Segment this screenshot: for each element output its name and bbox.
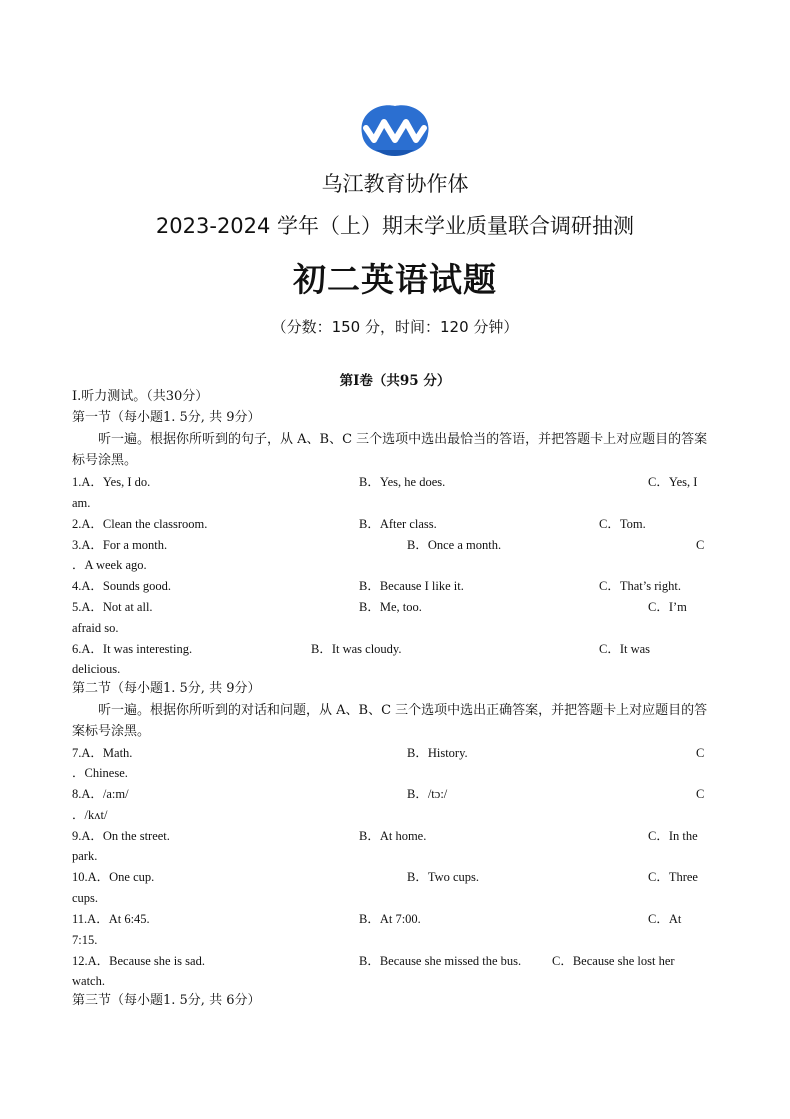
- q10-option-c-wrap: cups.: [72, 891, 99, 905]
- q8-option-b: B．/tɔ:/: [407, 787, 448, 801]
- q12-option-c: C．Because she lost her: [552, 954, 675, 968]
- q9-option-b: B．At home.: [359, 829, 427, 843]
- q8-option-c-wrap: ．/kʌt/: [72, 808, 108, 822]
- q1-option-b: B．Yes, he does.: [359, 475, 446, 489]
- q3-option-c-wrap: ．A week ago.: [72, 558, 147, 572]
- q11-option-a: 11.A．At 6:45.: [72, 912, 150, 926]
- part1-title: Ⅰ.听力测试。（共30分）: [72, 389, 209, 404]
- q10-option-c: C．Three: [648, 870, 698, 884]
- q6-option-a: 6.A．It was interesting.: [72, 642, 193, 656]
- q11-option-b: B．At 7:00.: [359, 912, 421, 926]
- section2-title: 第二节（每小题1. 5分, 共 9分）: [72, 681, 261, 696]
- section1-title: 第一节（每小题1. 5分, 共 9分）: [72, 410, 261, 425]
- q3-option-b: B．Once a month.: [407, 538, 502, 552]
- q12-option-a: 12.A．Because she is sad.: [72, 954, 205, 968]
- q9-option-c: C．In the: [648, 829, 698, 843]
- q8-option-c: C: [696, 787, 705, 801]
- volume-heading: 第Ⅰ卷（共95 分）: [339, 373, 451, 389]
- exam-title: 初二英语试题: [293, 260, 497, 299]
- q1-option-c-wrap: am.: [72, 496, 91, 510]
- q5-option-b: B．Me, too.: [359, 600, 422, 614]
- q12-option-c-wrap: watch.: [72, 974, 105, 988]
- q1-option-a: 1.A．Yes, I do.: [72, 475, 151, 489]
- q5-option-c-wrap: afraid so.: [72, 621, 119, 635]
- section1-instruction: 听一遍。根据你所听到的句子，从 A、B、C 三个选项中选出最恰当的答语，并把答题卡上对应题目的答案标号涂黑。: [72, 432, 708, 468]
- q6-option-c: C．It was: [599, 642, 651, 656]
- q4-option-c: C．That’s right.: [599, 579, 681, 593]
- q5-option-a: 5.A．Not at all.: [72, 600, 153, 614]
- q4-option-a: 4.A．Sounds good.: [72, 579, 171, 593]
- q3-option-c: C: [696, 538, 705, 552]
- section2-instruction: 听一遍。根据你所听到的对话和问题，从 A、B、C 三个选项中选出正确答案，并把答题卡上对应题目的答案标号涂黑。: [72, 703, 708, 739]
- q11-option-c-wrap: 7:15.: [72, 933, 98, 947]
- q9-option-a: 9.A．On the street.: [72, 829, 170, 843]
- q10-option-b: B．Two cups.: [407, 870, 480, 884]
- q9-option-c-wrap: park.: [72, 849, 98, 863]
- q5-option-c: C．I’m: [648, 600, 687, 614]
- q11-option-c: C．At: [648, 912, 682, 926]
- q12-option-b: B．Because she missed the bus.: [359, 954, 522, 968]
- q3-option-a: 3.A．For a month.: [72, 538, 168, 552]
- q7-option-c-wrap: ．Chinese.: [72, 766, 128, 780]
- q2-option-b: B．After class.: [359, 517, 437, 531]
- q6-option-c-wrap: delicious.: [72, 662, 121, 676]
- q10-option-a: 10.A．One cup.: [72, 870, 155, 884]
- q6-option-b: B．It was cloudy.: [311, 642, 402, 656]
- q2-option-c: C．Tom.: [599, 517, 646, 531]
- school-logo-icon: [356, 100, 434, 158]
- organization-name: 乌江教育协作体: [321, 172, 469, 196]
- q1-option-c: C．Yes, I: [648, 475, 698, 489]
- q7-option-c: C: [696, 746, 705, 760]
- q7-option-b: B．History.: [407, 746, 468, 760]
- q2-option-a: 2.A．Clean the classroom.: [72, 517, 208, 531]
- q7-option-a: 7.A．Math.: [72, 746, 133, 760]
- score-time-info: （分数：150 分，时间：120 分钟）: [271, 318, 519, 336]
- q4-option-b: B．Because I like it.: [359, 579, 464, 593]
- section3-title: 第三节（每小题1. 5分, 共 6分）: [72, 993, 261, 1008]
- exam-subtitle: 2023-2024 学年（上）期末学业质量联合调研抽测: [155, 214, 635, 238]
- q8-option-a: 8.A．/a:m/: [72, 787, 129, 801]
